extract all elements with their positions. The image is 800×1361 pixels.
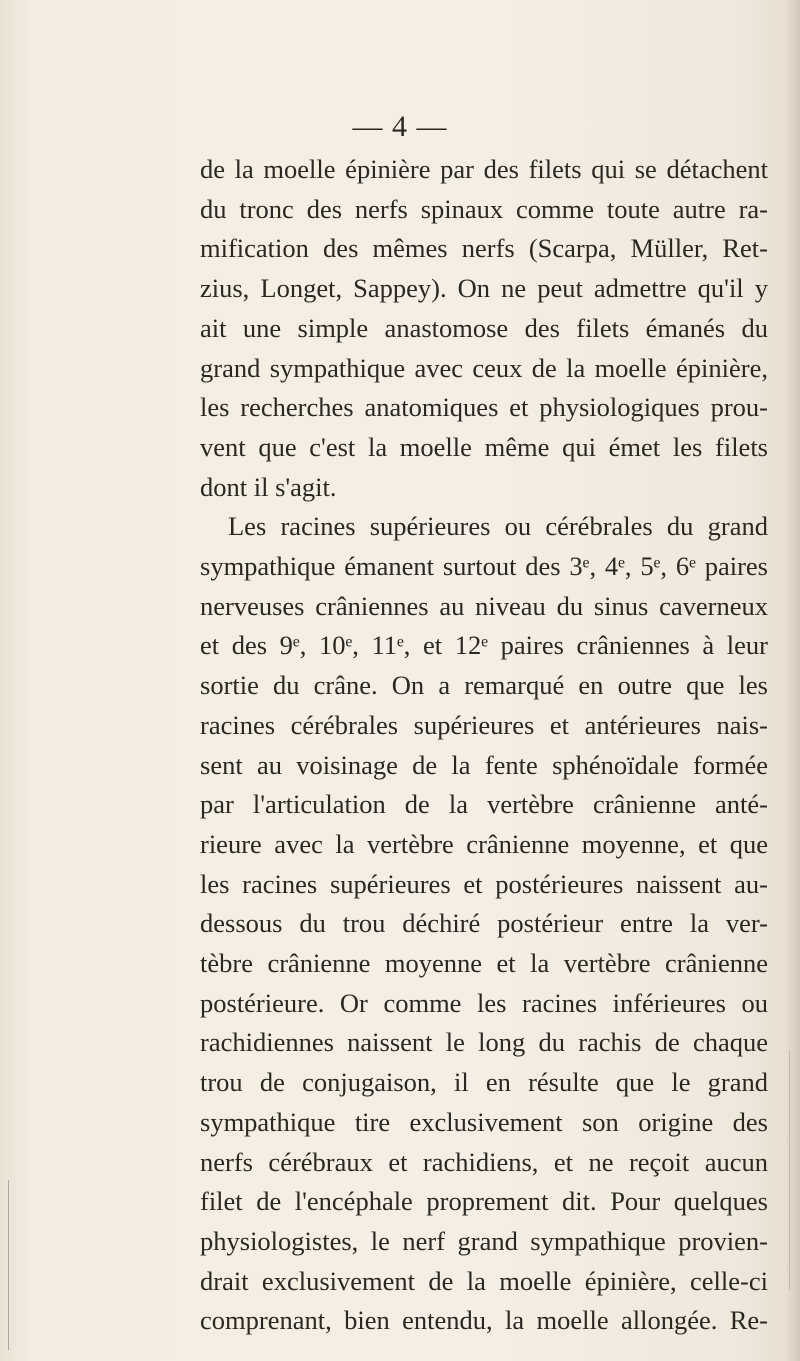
text-line: comprenant, bien entendu, la moelle allongée. Re- [200, 1305, 768, 1336]
text-line: de la moelle épinière par des filets qui se détachent [200, 154, 768, 184]
text-line: physiologistes, le nerf grand sympathique provien- [200, 1225, 768, 1256]
text-line: sympathique tire exclusivement son origine des [200, 1106, 768, 1137]
text-line: racines cérébrales supérieures et antérieures nais- [200, 709, 768, 740]
text-line: et des 9ᵉ, 10ᵉ, 11ᵉ, et 12ᵉ paires crâniennes à leur [200, 630, 768, 661]
text-line: rieure avec la vertèbre crânienne moyenne, et que [200, 828, 768, 859]
page-number: — 4 — [352, 110, 448, 143]
text-line: dessous du trou déchiré postérieur entre la ver- [200, 908, 768, 939]
text-line: filet de l'encéphale proprement dit. Pour quelques [200, 1186, 768, 1217]
text-line: rachidiennes naissent le long du rachis de chaque [200, 1027, 768, 1058]
text-line: vent que c'est la moelle même qui émet les filets [200, 431, 768, 462]
text-line: les racines supérieures et postérieures naissent au- [200, 868, 768, 899]
text-line: dont il s'agit. [200, 471, 337, 502]
body-text [200, 150, 768, 1341]
text-line: du tronc des nerfs spinaux comme toute autre ra- [200, 193, 768, 224]
text-line: drait exclusivement de la moelle épinière, celle-ci [200, 1265, 768, 1296]
right-margin-mark [789, 1050, 790, 1290]
text-line: sympathique émanent surtout des 3ᵉ, 4ᵉ, 5ᵉ, 6ᵉ paires [200, 551, 768, 582]
paragraph-first-line: Les racines supérieures ou cérébrales du grand [228, 511, 768, 542]
text-line: sortie du crâne. On a remarqué en outre que les [200, 670, 768, 701]
left-margin-mark [8, 1180, 9, 1350]
text-line: ait une simple anastomose des filets émanés du [200, 312, 768, 343]
text-line: les recherches anatomiques et physiologiques prou- [200, 392, 768, 423]
text-line: grand sympathique avec ceux de la moelle épinière, [200, 352, 768, 383]
text-line: par l'articulation de la vertèbre crânienne anté- [200, 789, 768, 820]
text-line: mification des mêmes nerfs (Scarpa, Müller, Ret- [200, 233, 768, 264]
text-line: postérieure. Or comme les racines inférieures ou [200, 987, 768, 1018]
text-line: nerveuses crâniennes au niveau du sinus caverneux [200, 590, 768, 621]
text-line: trou de conjugaison, il en résulte que le grand [200, 1067, 768, 1098]
text-line: zius, Longet, Sappey). On ne peut admettre qu'il y [200, 273, 768, 304]
text-line: tèbre crânienne moyenne et la vertèbre crânienne [200, 948, 768, 979]
text-line: sent au voisinage de la fente sphénoïdale formée [200, 749, 768, 780]
text-line: nerfs cérébraux et rachidiens, et ne reçoit aucun [200, 1146, 768, 1177]
